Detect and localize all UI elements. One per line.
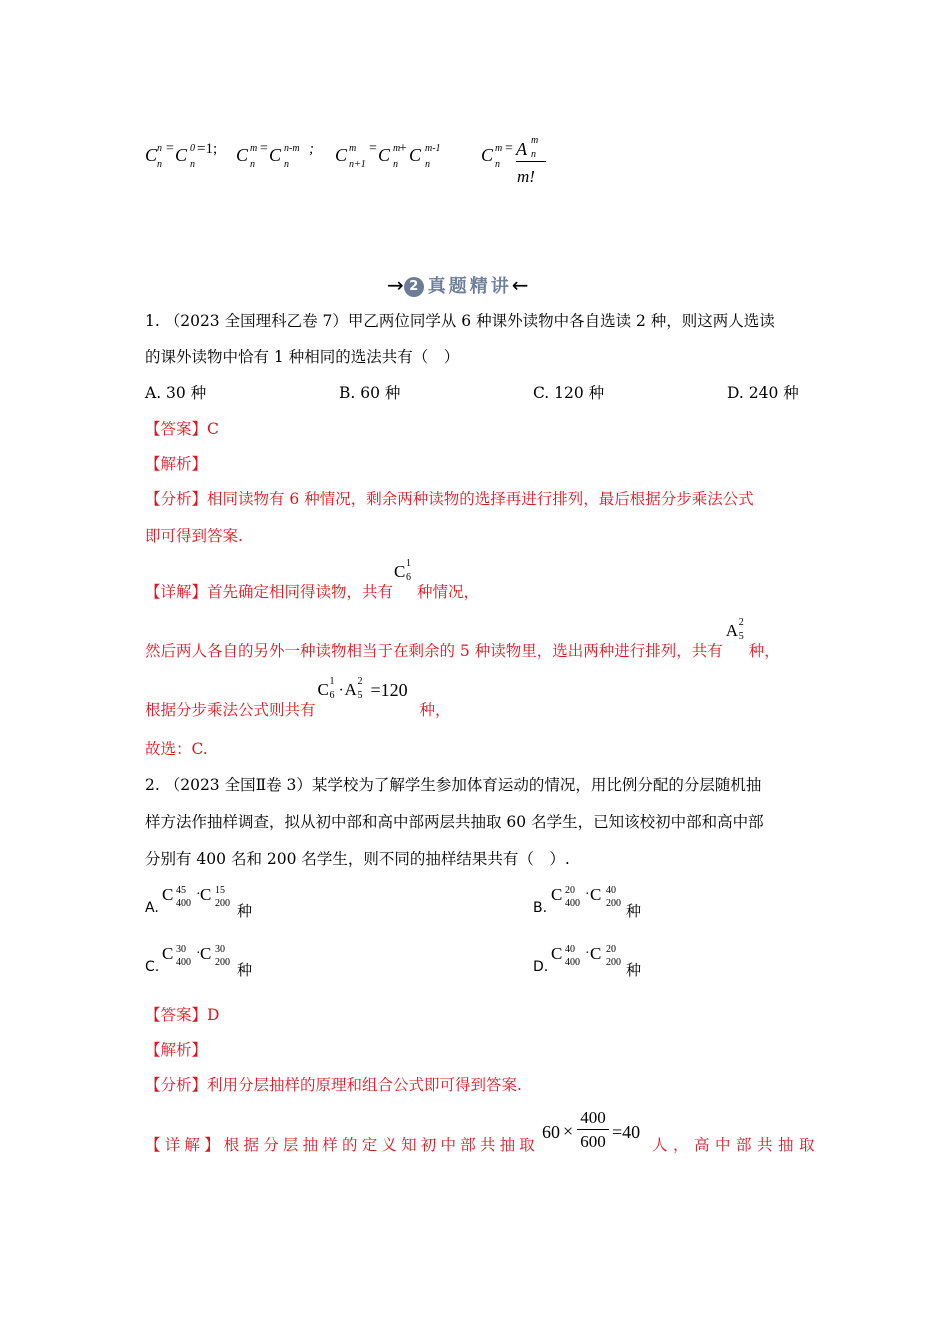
- q2-detail-text: 【详解】根据分层抽样的定义知初中部共抽取: [145, 1136, 540, 1154]
- formula-number: 60: [542, 1122, 560, 1142]
- q2-answer: 【答案】D: [145, 1006, 220, 1024]
- formula-symbol: C: [269, 145, 282, 165]
- formula-sup: 15: [215, 885, 225, 896]
- formula-sup: 2: [738, 617, 744, 628]
- formula-dot: ·: [585, 887, 590, 902]
- formula-dot: ·: [196, 887, 201, 902]
- formula-sub: n: [190, 159, 195, 170]
- q1-then-text: 然后两人各自的另外一种读物相当于在剩余的 5 种读物里，选出两种进行排列，共有: [145, 642, 723, 660]
- formula-sub: 5: [357, 690, 363, 701]
- formula-sub: n: [495, 159, 500, 170]
- formula-eq: =: [260, 141, 268, 156]
- q2-option-c: [145, 944, 285, 978]
- formula-sub: n+1: [349, 159, 366, 170]
- option-unit: 种: [626, 904, 642, 920]
- formula-sub: 200: [606, 957, 621, 968]
- q1-detail-suffix: 种情况，: [417, 583, 480, 601]
- fraction-numerator: 400: [577, 1108, 609, 1130]
- formula-sup: 40: [606, 885, 616, 896]
- formula-sub: 200: [606, 898, 621, 909]
- formula-sub: 6: [329, 690, 335, 701]
- rule-expression: [316, 676, 420, 711]
- formula-tail: =1;: [197, 141, 218, 157]
- formula-sup: 30: [176, 944, 186, 955]
- q2-option-b: [533, 885, 673, 919]
- formula-4: [481, 135, 551, 186]
- formula-sup: 20: [565, 885, 575, 896]
- formula-symbol: C: [145, 145, 158, 165]
- option-label: A.: [145, 900, 159, 916]
- fraction-numerator: [516, 135, 546, 162]
- option-label: B.: [533, 900, 548, 916]
- formula-sub: 400: [565, 898, 580, 909]
- formula-symbol: C: [378, 145, 391, 165]
- q1-option-c: C. 120 种: [533, 384, 605, 402]
- formula-eq: =: [166, 141, 174, 156]
- q2-analysis-label: 【解析】: [145, 1041, 208, 1059]
- q1-rule-line: [145, 676, 451, 719]
- formula-symbol: C: [409, 145, 422, 165]
- formula-tail: ;: [309, 141, 314, 157]
- option-unit: 种: [626, 963, 642, 979]
- section-title: 真题精讲: [427, 276, 512, 297]
- formula-sup: n: [157, 143, 162, 154]
- formula-symbol: C: [394, 562, 406, 581]
- formula-sup: m: [495, 143, 503, 154]
- option-label: C.: [145, 959, 160, 975]
- q2-option-d: [533, 944, 673, 978]
- formula-sup: m: [250, 143, 258, 154]
- q1-stem-line2: 的课外读物中恰有 1 种相同的选法共有（ ）: [145, 348, 460, 366]
- formula-sup: 1: [406, 558, 412, 569]
- formula-symbol: A: [725, 621, 738, 640]
- formula-3: [335, 141, 455, 170]
- section-heading: [387, 272, 529, 298]
- arrow-left-icon: ←: [511, 273, 529, 297]
- arrow-right-icon: →: [387, 273, 404, 297]
- formula-sup: 40: [565, 944, 575, 955]
- formula-dot: ·: [196, 946, 201, 961]
- formula-symbol: C: [200, 944, 212, 963]
- formula-sub: 200: [215, 957, 230, 968]
- q1-then-suffix: 种，: [748, 642, 780, 660]
- formula-sup: 20: [606, 944, 616, 955]
- formula-sup: m: [349, 143, 357, 154]
- q2-detail-suffix: 人，高中部共抽取: [652, 1136, 821, 1154]
- q2-option-a: [145, 885, 285, 919]
- formula-sup: m: [531, 135, 539, 146]
- option-unit: 种: [237, 904, 253, 920]
- q1-detail-line: [145, 558, 480, 601]
- formula-sub: 400: [176, 898, 191, 909]
- formula-symbol: C: [317, 680, 329, 699]
- formula-symbol: C: [162, 885, 174, 904]
- formula-sub: 400: [565, 957, 580, 968]
- formula-2: [236, 141, 316, 170]
- option-label: D.: [533, 959, 549, 975]
- combination-c61: [393, 558, 417, 593]
- formula-symbol: C: [162, 944, 174, 963]
- formula-sub: n: [284, 159, 289, 170]
- formula-sub: 6: [406, 572, 412, 583]
- formula-dot: ·: [338, 682, 344, 699]
- formula-sub: 5: [738, 631, 744, 642]
- formula-sup: 30: [215, 944, 225, 955]
- q1-rule-text: 根据分步乘法公式则共有: [145, 701, 316, 719]
- q2-detail-expression: [542, 1108, 650, 1158]
- formula-result: =40: [612, 1122, 641, 1142]
- q2-stem-line2: 样方法作抽样调查，拟从初中部和高中部两层共抽取 60 名学生，已知该校初中部和高中部: [145, 813, 764, 831]
- formula-symbol: C: [590, 944, 602, 963]
- formula-sub: n: [157, 159, 162, 170]
- formula-sub: n: [250, 159, 255, 170]
- formula-symbol: A: [344, 680, 357, 699]
- formula-plus: +: [399, 141, 407, 156]
- q1-option-b: B. 60 种: [339, 384, 401, 402]
- section-number: 2: [404, 277, 424, 297]
- formula-symbol: C: [200, 885, 212, 904]
- q1-rule-suffix: 种，: [419, 701, 451, 719]
- q1-detail-text: 【详解】首先确定相同得读物，共有: [145, 583, 394, 601]
- formula-sub: n: [393, 159, 398, 170]
- q1-fenxi-line1: 【分析】相同读物有 6 种情况，剩余两种读物的选择再进行排列，最后根据分步乘法公式: [145, 490, 754, 508]
- q2-stem-line3: 分别有 400 名和 200 名学生，则不同的抽样结果共有（ ）.: [145, 850, 570, 868]
- formula-symbol: C: [335, 145, 348, 165]
- formula-sub: n: [425, 159, 430, 170]
- formula-symbol: C: [590, 885, 602, 904]
- permutation-a52: [723, 617, 749, 652]
- formula-sub: n: [531, 149, 536, 160]
- q1-then-line: [145, 617, 780, 660]
- formula-sup: m: [393, 143, 401, 154]
- formula-symbol: C: [481, 145, 494, 165]
- formula-symbol: C: [551, 885, 563, 904]
- formula-1: [145, 141, 235, 170]
- q1-conclusion: 故选：C.: [145, 740, 208, 758]
- formula-symbol: C: [551, 944, 563, 963]
- formula-sup: m-1: [425, 143, 441, 154]
- q2-detail-line: [145, 1138, 539, 1154]
- formula-eq: =: [505, 141, 513, 156]
- option-unit: 种: [237, 963, 253, 979]
- formula-sup: n-m: [284, 143, 300, 154]
- q2-fenxi: 【分析】利用分层抽样的原理和组合公式即可得到答案.: [145, 1076, 522, 1094]
- q1-answer: 【答案】C: [145, 420, 219, 438]
- q1-analysis-label: 【解析】: [145, 455, 208, 473]
- q1-fenxi-line2: 即可得到答案.: [145, 527, 243, 545]
- formula-sup: 2: [357, 676, 363, 687]
- q1-option-d: D. 240 种: [727, 384, 799, 402]
- formula-result: =120: [370, 680, 408, 700]
- formula-dot: ·: [585, 946, 590, 961]
- fraction-denominator: m!: [517, 167, 535, 186]
- formula-sub: 200: [215, 898, 230, 909]
- formula-symbol: C: [236, 145, 249, 165]
- formula-symbol: C: [175, 145, 188, 165]
- q2-stem-line1: 2. （2023 全国Ⅱ卷 3）某学校为了解学生参加体育运动的情况，用比例分配的分层随机抽: [145, 776, 762, 794]
- formula-sup: 0: [190, 143, 195, 154]
- formula-sub: 400: [176, 957, 191, 968]
- formula-symbol: A: [516, 139, 527, 159]
- q1-option-a: A. 30 种: [145, 384, 207, 402]
- formula-times: ×: [563, 1121, 574, 1141]
- formula-sup: 1: [329, 676, 335, 687]
- formula-eq: =: [369, 141, 377, 156]
- fraction-denominator: 600: [580, 1132, 606, 1151]
- q1-stem-line1: 1. （2023 全国理科乙卷 7）甲乙两位同学从 6 种课外读物中各自选读 2 种，则这两人选读: [145, 312, 775, 330]
- formula-sup: 45: [176, 885, 186, 896]
